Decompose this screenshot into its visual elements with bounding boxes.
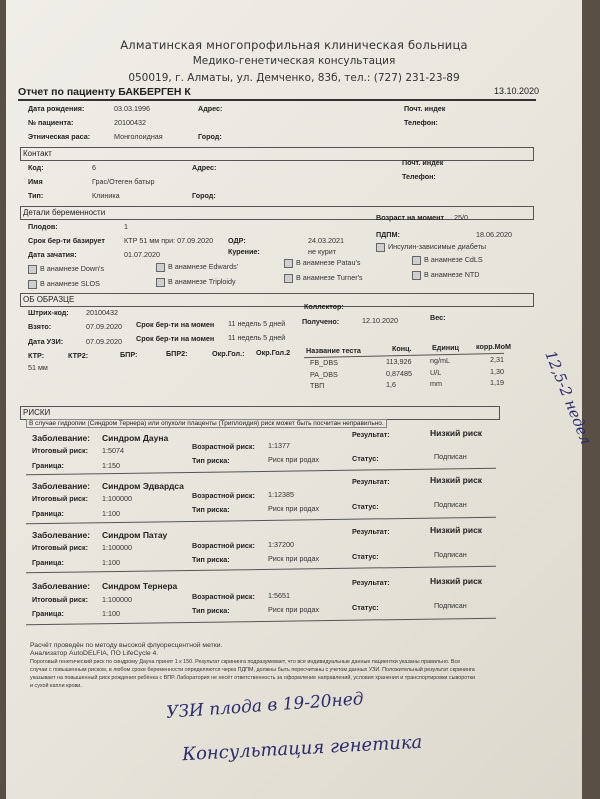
test-header-name: Название теста bbox=[306, 346, 361, 355]
smoking-value: не курит bbox=[308, 247, 337, 256]
smoking-label: Курение: bbox=[228, 247, 260, 256]
test-header-mom: корр.МоМ bbox=[476, 342, 512, 351]
history-down-label: В анамнезе Down's bbox=[40, 264, 105, 273]
result-label: Результат: bbox=[352, 578, 390, 587]
test-row-name: ТВП bbox=[310, 381, 325, 390]
ga-based-label: Срок бер-ти базирует bbox=[28, 236, 105, 245]
risk-type-label: Тип риска: bbox=[192, 606, 230, 615]
history-cdls-label: В анамнезе CdLS bbox=[424, 255, 483, 264]
status-value: Подписан bbox=[434, 550, 467, 559]
footer-disclaimer-2: случаи с повышенным риском, в любом сроке беременности определяются через ПДПМ, должны быть пересчитаны с учетом данных УЗИ. Положительный результат скрининга bbox=[30, 667, 475, 673]
insulin-checkbox-box bbox=[376, 243, 385, 252]
disease-label: Заболевание: bbox=[32, 481, 91, 491]
bpr2-label: БПР2: bbox=[166, 349, 188, 358]
test-row-conc: 1,6 bbox=[386, 380, 396, 389]
test-row-conc: 0,87485 bbox=[386, 369, 412, 378]
hospital-name: Алматинская многопрофильная клиническая больница bbox=[120, 38, 468, 52]
contact-address-label: Адрес: bbox=[192, 163, 217, 172]
risk-divider bbox=[26, 517, 496, 525]
age-risk-label: Возрастной риск: bbox=[192, 592, 255, 601]
test-header-units: Единиц bbox=[432, 343, 459, 352]
status-label: Статус: bbox=[352, 454, 379, 463]
disease-label: Заболевание: bbox=[32, 530, 91, 540]
insulin-label: Инсулин-зависимые диабеты bbox=[388, 242, 487, 251]
history-down-checkbox bbox=[28, 264, 104, 274]
total-risk-value: 1:5074 bbox=[102, 446, 124, 455]
border-label: Граница: bbox=[32, 558, 64, 567]
patient-postal-label: Почт. индек bbox=[404, 104, 446, 113]
age-risk-value: 1:5651 bbox=[268, 591, 290, 600]
age-at-moment-label: Возраст на момент bbox=[376, 213, 444, 222]
contact-code-label: Код: bbox=[28, 163, 44, 172]
department-name: Медико-генетическая консультация bbox=[192, 55, 396, 67]
patient-city-label: Город: bbox=[198, 132, 222, 141]
history-edwards-label: В анамнезе Edwards' bbox=[168, 262, 239, 271]
footer-disclaimer-1: Пороговый генетический риск по синдрому Дауна принят 1 к 150. Результат скрининга подразумевает, что все индивидуальные данные пациентки указаны правильно. Все bbox=[30, 659, 461, 665]
report-date: 13.10.2020 bbox=[494, 86, 540, 96]
result-label: Результат: bbox=[352, 477, 390, 486]
received-label: Получено: bbox=[302, 317, 340, 326]
barcode-label: Штрих-код: bbox=[28, 308, 69, 317]
status-value: Подписан bbox=[434, 500, 467, 509]
risk-type-label: Тип риска: bbox=[192, 555, 230, 564]
border-value: 1:150 bbox=[102, 461, 120, 470]
total-risk-value: 1:100000 bbox=[102, 543, 132, 552]
border-value: 1:100 bbox=[102, 558, 120, 567]
edd-label: ОДР: bbox=[228, 236, 246, 245]
ultrasound-date-value: 07.09.2020 bbox=[86, 337, 122, 346]
border-label: Граница: bbox=[32, 609, 64, 618]
received-value: 12.10.2020 bbox=[362, 316, 398, 325]
ultrasound-date-label: Дата УЗИ: bbox=[28, 337, 64, 346]
risk-divider bbox=[26, 566, 496, 574]
test-row-mom: 1,19 bbox=[490, 378, 504, 387]
test-row-mom: 2,31 bbox=[490, 355, 504, 364]
status-value: Подписан bbox=[434, 452, 467, 461]
risk-type-label: Тип риска: bbox=[192, 456, 230, 465]
disease-label: Заболевание: bbox=[32, 581, 91, 591]
test-row-units: ng/mL bbox=[430, 356, 450, 365]
race-value: Монголоидная bbox=[114, 132, 163, 141]
contact-name-value: Грас/Отеген батыр bbox=[92, 177, 155, 186]
border-value: 1:100 bbox=[102, 509, 120, 518]
contact-code-value: 6 bbox=[92, 163, 96, 172]
lmp-value: 18.06.2020 bbox=[476, 230, 512, 239]
history-ntd-label: В анамнезе NTD bbox=[424, 270, 480, 279]
test-row-units: mm bbox=[430, 379, 442, 388]
edd-value: 24.03.2021 bbox=[308, 236, 344, 245]
history-patau-box bbox=[284, 259, 293, 268]
disease-name: Синдром Тернера bbox=[102, 581, 178, 591]
insulin-diabetes-checkbox bbox=[376, 242, 486, 252]
race-label: Этническая раса: bbox=[28, 132, 91, 141]
border-label: Граница: bbox=[32, 509, 64, 518]
history-turner-checkbox bbox=[284, 273, 363, 283]
head-circ-label: Окр.Гол.: bbox=[212, 349, 245, 358]
risk-type-value: Риск при родах bbox=[268, 554, 320, 563]
contact-postal-label: Почт. индек bbox=[402, 158, 444, 167]
age-risk-label: Возрастной риск: bbox=[192, 541, 255, 550]
history-slos-box bbox=[28, 280, 37, 289]
patient-address-label: Адрес: bbox=[198, 104, 223, 113]
total-risk-label: Итоговый риск: bbox=[32, 595, 89, 604]
total-risk-label: Итоговый риск: bbox=[32, 543, 89, 552]
age-risk-value: 1:1377 bbox=[268, 441, 290, 450]
patient-id-label: № пациента: bbox=[28, 118, 74, 127]
handwritten-note-ultrasound: УЗИ плода в 19-20нед bbox=[165, 689, 365, 723]
weight-label: Вес: bbox=[430, 313, 446, 322]
history-slos-checkbox bbox=[28, 279, 100, 289]
ga-moment2-value: 11 недель 5 дней bbox=[228, 333, 286, 342]
fetuses-label: Плодов: bbox=[28, 222, 58, 231]
border-value: 1:100 bbox=[102, 609, 120, 618]
history-patau-label: В анамнезе Patau's bbox=[296, 258, 361, 267]
collector-label: Коллектор: bbox=[304, 302, 344, 311]
history-edwards-box bbox=[156, 263, 165, 272]
history-patau-checkbox bbox=[284, 258, 360, 268]
handwritten-note-consultation: Консультация генетика bbox=[181, 731, 423, 766]
total-risk-value: 1:100000 bbox=[102, 494, 132, 503]
barcode-value: 20100432 bbox=[86, 308, 118, 317]
contact-name-label: Имя bbox=[28, 177, 43, 186]
risk-type-label: Тип риска: bbox=[192, 505, 230, 514]
contact-type-label: Тип: bbox=[28, 191, 44, 200]
age-risk-value: 1:12385 bbox=[268, 490, 294, 499]
total-risk-label: Итоговый риск: bbox=[32, 494, 89, 503]
taken-label: Взято: bbox=[28, 322, 52, 331]
ga-moment2-label: Срок бер-ти на момен bbox=[136, 334, 215, 343]
pregnancy-section-header: Детали беременности bbox=[20, 206, 534, 220]
ga-moment-label: Срок бер-ти на момен bbox=[136, 320, 215, 329]
result-value: Низкий риск bbox=[430, 428, 483, 438]
history-ntd-box bbox=[412, 271, 421, 280]
risk-warning: В случае гидропии (Синдром Тернера) или опухоли плаценты (Триплоидия) риск может быть посчитан неправильно. bbox=[26, 419, 387, 428]
risk-divider bbox=[26, 618, 496, 626]
history-triploidy-label: В анамнезе Triploidy bbox=[168, 277, 236, 286]
age-risk-label: Возрастной риск: bbox=[192, 442, 255, 451]
border-label: Граница: bbox=[32, 461, 64, 470]
footer-disclaimer-3: указывает на повышенный риск рождения ребёнка с ВПР. Лаборатория не несёт ответственность за оформление направлений, условия хранения и транспортировки сыворотки bbox=[30, 675, 476, 681]
test-header-conc: Конц. bbox=[392, 344, 412, 353]
risk-type-value: Риск при родах bbox=[268, 605, 320, 614]
ga-based-value: КТР 51 мм при: 07.09.2020 bbox=[124, 236, 214, 245]
test-row-units: U/L bbox=[430, 368, 442, 377]
patient-phone-label: Телефон: bbox=[404, 118, 438, 127]
disease-name: Синдром Патау bbox=[102, 530, 168, 540]
history-cdls-checkbox bbox=[412, 255, 483, 265]
contact-phone-label: Телефон: bbox=[402, 172, 436, 181]
footer-method: Расчёт проведён по методу высокой флуоресцентной метки. bbox=[30, 642, 223, 649]
history-triploidy-checkbox bbox=[156, 277, 236, 287]
report-page bbox=[6, 0, 596, 799]
patient-id-value: 20100432 bbox=[114, 118, 146, 127]
ktr-label: КТР: bbox=[28, 351, 45, 360]
hospital-address: 050019, г. Алматы, ул. Демченко, 83б, тел.: (727) 231-23-89 bbox=[128, 72, 460, 84]
test-row-conc: 113,926 bbox=[386, 357, 412, 366]
taken-value: 07.09.2020 bbox=[86, 322, 122, 331]
birth-label: Дата рождения: bbox=[28, 104, 85, 113]
history-turner-box bbox=[284, 274, 293, 283]
test-row-name: FB_DBS bbox=[310, 358, 338, 367]
history-ntd-checkbox bbox=[412, 270, 480, 280]
result-value: Низкий риск bbox=[430, 475, 483, 485]
total-risk-label: Итоговый риск: bbox=[32, 446, 89, 455]
contact-type-value: Клиника bbox=[92, 191, 120, 200]
result-label: Результат: bbox=[352, 430, 390, 439]
conception-value: 01.07.2020 bbox=[124, 250, 160, 259]
result-value: Низкий риск bbox=[430, 576, 483, 586]
ktr-value: 51 мм bbox=[28, 363, 48, 372]
conception-label: Дата зачатия: bbox=[28, 250, 77, 259]
report-title: Отчет по пациенту БАКБЕРГЕН К bbox=[18, 86, 191, 98]
age-risk-value: 1:37200 bbox=[268, 540, 294, 549]
test-row-name: PA_DBS bbox=[310, 370, 338, 379]
history-triploidy-box bbox=[156, 278, 165, 287]
history-edwards-checkbox bbox=[156, 262, 238, 272]
contact-section-header: Контакт bbox=[20, 147, 534, 161]
sample-section-header: ОБ ОБРАЗЦЕ bbox=[20, 293, 534, 307]
head-circ2-label: Окр.Гол.2 bbox=[256, 348, 291, 357]
title-divider bbox=[18, 99, 536, 101]
risk-type-value: Риск при родах bbox=[268, 455, 320, 464]
risks-section-header: РИСКИ bbox=[20, 406, 500, 420]
status-label: Статус: bbox=[352, 603, 379, 612]
contact-city-label: Город: bbox=[192, 191, 216, 200]
risk-type-value: Риск при родах bbox=[268, 504, 320, 513]
history-slos-label: В анамнезе SLOS bbox=[40, 279, 100, 288]
ga-moment-value: 11 недель 5 дней bbox=[228, 319, 286, 328]
status-label: Статус: bbox=[352, 552, 379, 561]
result-value: Низкий риск bbox=[430, 525, 483, 535]
status-value: Подписан bbox=[434, 601, 467, 610]
status-label: Статус: bbox=[352, 502, 379, 511]
birth-value: 03.03.1996 bbox=[114, 104, 150, 113]
history-down-box bbox=[28, 265, 37, 274]
handwritten-side-note: 12,5-2 недел bbox=[541, 348, 596, 447]
fetuses-value: 1 bbox=[124, 222, 128, 231]
footer-analyzer: Анализатор AutoDELFIA, ПО LifeCycle 4. bbox=[30, 650, 159, 657]
footer-disclaimer-4: и сухой капли крови. bbox=[30, 683, 82, 689]
bpr-label: БПР: bbox=[120, 350, 138, 359]
disease-name: Синдром Эдвардса bbox=[102, 481, 184, 491]
history-cdls-box bbox=[412, 256, 421, 265]
lmp-label: ПДПМ: bbox=[376, 230, 400, 239]
result-label: Результат: bbox=[352, 527, 390, 536]
disease-label: Заболевание: bbox=[32, 433, 91, 443]
history-turner-label: В анамнезе Turner's bbox=[296, 273, 363, 282]
disease-name: Синдром Дауна bbox=[102, 433, 169, 443]
age-risk-label: Возрастной риск: bbox=[192, 491, 255, 500]
ktr2-label: КТР2: bbox=[68, 351, 89, 360]
age-at-moment-value: 25/0 bbox=[454, 213, 468, 222]
test-row-mom: 1,30 bbox=[490, 367, 504, 376]
risk-divider bbox=[26, 468, 496, 476]
total-risk-value: 1:100000 bbox=[102, 595, 132, 604]
